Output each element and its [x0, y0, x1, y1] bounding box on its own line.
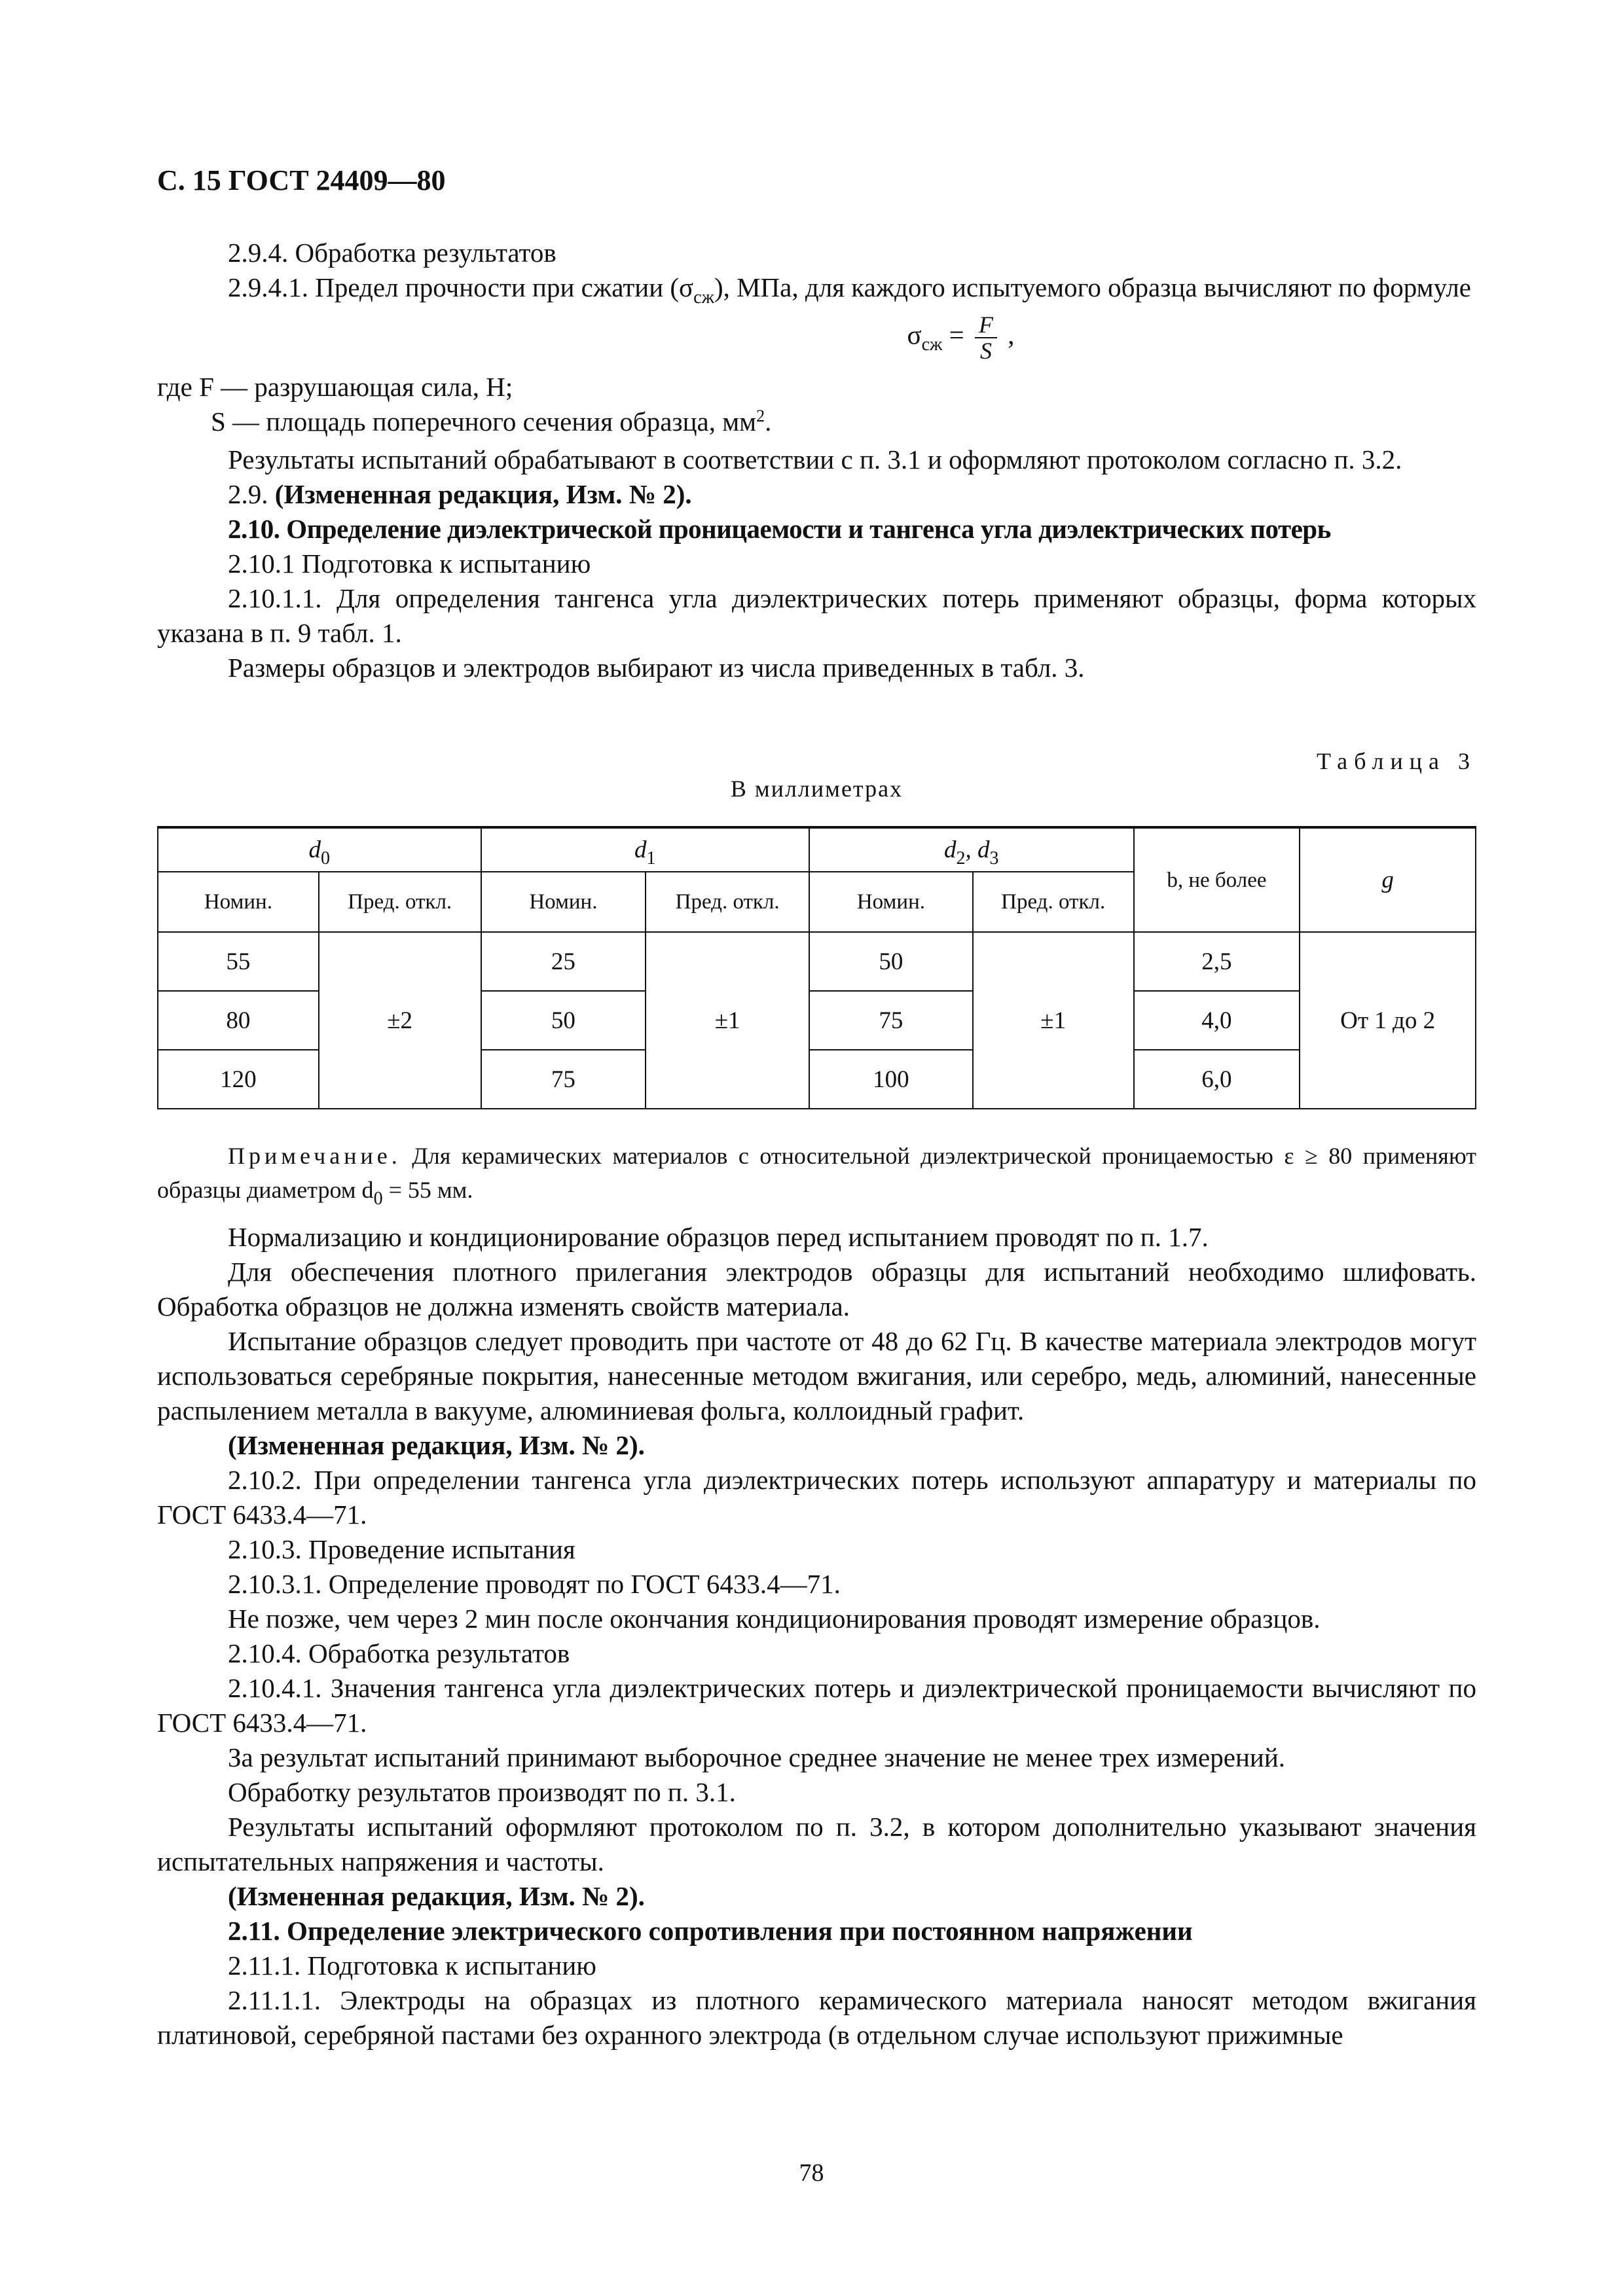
- cell: 80: [158, 991, 319, 1050]
- page-number: 78: [799, 2159, 824, 2187]
- table-3: [157, 826, 1476, 1109]
- paragraph: Испытание образцов следует проводить при частоте от 48 до 62 Гц. В качестве материала электродов могут использоваться серебряные покрытия, нанесенные методом вжигания, или серебро, медь, алюминий, нанесенные распылением металла в вакууме, алюминиевая фольга, коллоидный графит.: [157, 1326, 1476, 1426]
- header-b: b, не более: [1134, 827, 1300, 932]
- table-note: [157, 1139, 1476, 1210]
- header-g: g: [1300, 827, 1476, 932]
- table-caption: [157, 747, 1476, 802]
- header-nom: Номин.: [158, 872, 319, 932]
- cell: 6,0: [1134, 1050, 1300, 1109]
- paragraph: Нормализацию и кондиционирование образцов перед испытанием проводят по п. 1.7.: [228, 1222, 1209, 1252]
- cell: 50: [809, 932, 973, 991]
- section-title: 2.11. Определение электрического сопротивления при постоянном напряжении: [228, 1916, 1193, 1946]
- header-d2-d3: $d_2$, $d_3$: [809, 827, 1134, 872]
- cell: От 1 до 2: [1300, 932, 1476, 1109]
- cell: 55: [158, 932, 319, 991]
- section-body: [157, 1220, 1476, 2053]
- cell: ±1: [646, 932, 809, 1109]
- header-d0: $d_0$: [158, 827, 481, 872]
- paragraph: Результаты испытаний оформляют протоколом по п. 3.2, в котором дополнительно указывают значения испытательных напряжения и частоты.: [157, 1812, 1476, 1876]
- amendment: 2.9. (Измененная редакция, Изм. № 2).: [228, 479, 692, 509]
- cell: 120: [158, 1050, 319, 1109]
- paragraph-title: 2.11.1. Подготовка к испытанию: [228, 1950, 596, 1981]
- cell: ±1: [973, 932, 1134, 1109]
- paragraph: 2.11.1.1. Электроды на образцах из плотного керамического материала наносят методом вжигания платиновой, серебряной пастами без охранного электрода (в отдельном случае используют прижимные: [157, 1985, 1476, 2050]
- paragraph: Для обеспечения плотного прилегания электродов образцы для испытаний необходимо шлифовать. Обработка образцов не должна изменять свойств материала.: [157, 1257, 1476, 1321]
- cell: 75: [809, 991, 973, 1050]
- header-nom: Номин.: [481, 872, 646, 932]
- paragraph-title: 2.10.1 Подготовка к испытанию: [228, 548, 591, 579]
- cell: ±2: [319, 932, 481, 1109]
- header-nom: Номин.: [809, 872, 973, 932]
- header-d1: $d_1$: [481, 827, 810, 872]
- table-row: [158, 932, 1476, 991]
- paragraph: Обработку результатов производят по п. 3.1.: [228, 1777, 736, 1807]
- table-unit: В миллиметрах: [730, 776, 903, 802]
- paragraph: 2.10.4.1. Значения тангенса угла диэлектрических потерь и диэлектрической проницаемости вычисляют по ГОСТ 6433.4—71.: [157, 1673, 1476, 1738]
- paragraph: Не позже, чем через 2 мин после окончания кондиционирования проводят измерение образцов.: [228, 1604, 1321, 1634]
- amendment: (Измененная редакция, Изм. № 2).: [228, 1430, 645, 1460]
- paragraph: Результаты испытаний обрабатывают в соответствии с п. 3.1 и оформляют протоколом согласно п. 3.2.: [228, 444, 1402, 475]
- where-s: S — площадь поперечного сечения образца, $мм^2$.: [211, 406, 772, 437]
- section-2-9-4: [157, 236, 1476, 685]
- paragraph: 2.10.2. При определении тангенса угла диэлектрических потерь используют аппаратуру и материалы по ГОСТ 6433.4—71.: [157, 1465, 1476, 1530]
- running-head: С. 15 ГОСТ 24409—80: [157, 164, 446, 196]
- header-tol: Пред. откл.: [646, 872, 809, 932]
- header-tol: Пред. откл.: [973, 872, 1134, 932]
- cell: 75: [481, 1050, 646, 1109]
- cell: 2,5: [1134, 932, 1300, 991]
- paragraph-title: 2.9.4. Обработка результатов: [228, 238, 556, 268]
- amendment: (Измененная редакция, Изм. № 2).: [228, 1881, 645, 1911]
- header-tol: Пред. откл.: [319, 872, 481, 932]
- section-title: 2.10. Определение диэлектрической проницаемости и тангенса угла диэлектрических потерь: [228, 514, 1331, 544]
- paragraph: 2.10.3.1. Определение проводят по ГОСТ 6433.4—71.: [228, 1569, 841, 1599]
- note-text: Примечание. Для керамических материалов с относительной диэлектрической проницаемостью ε ≥ 80 применяют образцы диаметром $d_0 = 55$ мм.: [157, 1143, 1476, 1209]
- cell: 100: [809, 1050, 973, 1109]
- table-number: Таблица 3: [1317, 748, 1476, 774]
- paragraph: 2.9.4.1. Предел прочности при сжатии $(\sigma_{сж})$, МПа, для каждого испытуемого образца вычисляют по формуле: [228, 272, 1471, 308]
- cell: 50: [481, 991, 646, 1050]
- paragraph-title: 2.10.4. Обработка результатов: [228, 1638, 570, 1668]
- paragraph: За результат испытаний принимают выборочное среднее значение не менее трех измерений.: [228, 1742, 1286, 1772]
- paragraph: Размеры образцов и электродов выбирают из числа приведенных в табл. 3.: [228, 653, 1085, 683]
- paragraph-title: 2.10.3. Проведение испытания: [228, 1534, 575, 1564]
- cell: 25: [481, 932, 646, 991]
- formula: $\sigma_{сж}$ = $\frac{F}{S}$ ,: [907, 312, 1015, 364]
- where-f: где F — разрушающая сила, Н;: [157, 372, 513, 402]
- paragraph: 2.10.1.1. Для определения тангенса угла диэлектрических потерь применяют образцы, форма которых указана в п. 9 табл. 1.: [157, 583, 1476, 648]
- cell: 4,0: [1134, 991, 1300, 1050]
